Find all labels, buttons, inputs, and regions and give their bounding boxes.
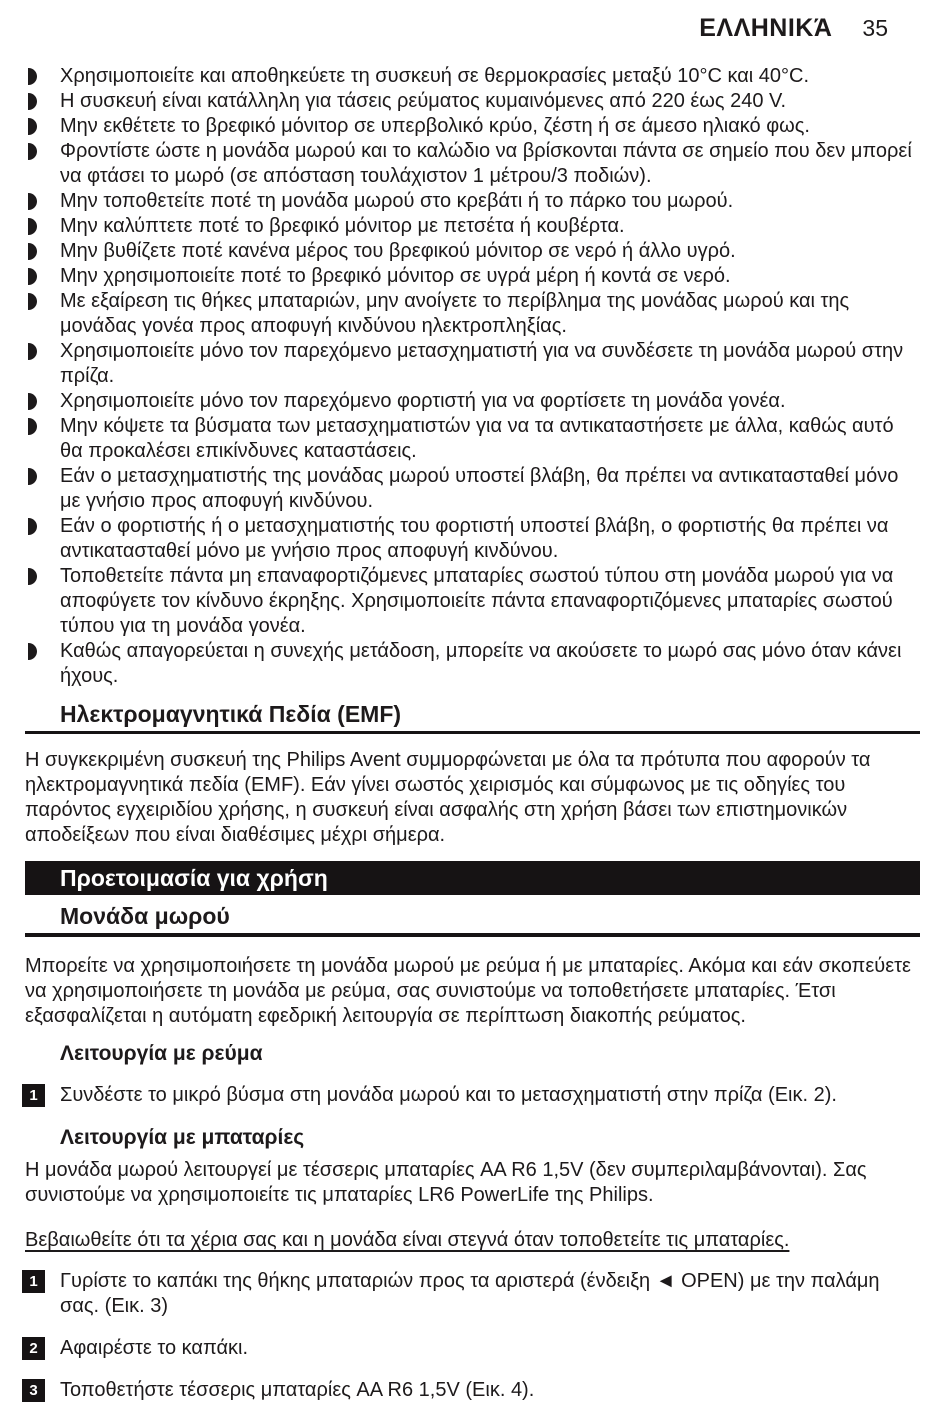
bullet-text: Εάν ο φορτιστής ή ο μετασχηματιστής του φορτιστή υποστεί βλάβη, ο φορτιστής θα πρέπει να αντικατασταθεί μόνο με γνήσιο προς αποφυγή κινδύνου. (60, 515, 889, 562)
bullet-text: Μην βυθίζετε ποτέ κανένα μέρος του βρεφικού μόνιτορ σε νερό ή άλλο υγρό. (60, 240, 736, 262)
step-text: Τοποθετήστε τέσσερις μπαταρίες AA R6 1,5V (Εικ. 4). (60, 1379, 535, 1401)
half-disc-bullet-icon (28, 518, 37, 535)
mains-step-1 (25, 1083, 920, 1108)
safety-bullet (25, 114, 920, 139)
baby-unit-paragraph: Μπορείτε να χρησιμοποιήσετε τη μονάδα μωρού με ρεύμα ή με μπαταρίες. Ακόμα και εάν σκοπεύετε να χρησιμοποιήσετε τη μονάδα με ρεύμα, σας συνιστούμε να τοποθετήσετε μπαταρίες. Έτσι εξασφαλίζεται η αυτόματη εφεδρική λειτουργία σε περίπτωση διακοπής ρεύματος. (25, 955, 911, 1027)
mains-operation-section (25, 1042, 920, 1108)
bullet-text: Μην κόψετε τα βύσματα των μετασχηματιστών για να τα αντικαταστήσετε με άλλα, καθώς αυτό θα προκαλέσει επικίνδυνες καταστάσεις. (60, 415, 894, 462)
half-disc-bullet-icon (28, 143, 37, 160)
battery-operation-section (25, 1126, 920, 1403)
safety-bullet (25, 464, 920, 514)
bullet-text: Καθώς απαγορεύεται η συνεχής μετάδοση, μπορείτε να ακούσετε το μωρό σας μόνο όταν κάνει ήχους. (60, 640, 902, 687)
safety-bullet (25, 514, 920, 564)
bullet-text: Μην εκθέτετε το βρεφικό μόνιτορ σε υπερβολικό κρύο, ζέστη ή σε άμεσο ηλιακό φως. (60, 115, 810, 137)
bullet-text: Μην τοποθετείτε ποτέ τη μονάδα μωρού στο κρεβάτι ή το πάρκο του μωρού. (60, 190, 734, 212)
safety-bullet (25, 289, 920, 339)
bullet-text: Χρησιμοποιείτε και αποθηκεύετε τη συσκευή σε θερμοκρασίες μεταξύ 10°C και 40°C. (60, 65, 810, 87)
baby-unit-section (25, 903, 920, 1029)
language-title: ΕΛΛΗΝΙΚΆ (699, 14, 833, 42)
half-disc-bullet-icon (28, 418, 37, 435)
bullet-text: Φροντίστε ώστε η μονάδα μωρού και το καλώδιο να βρίσκονται πάντα σε σημείο που δεν μπορεί να φτάσει το μωρό (σε απόσταση τουλάχιστον 1 μέτρου/3 ποδιών). (60, 140, 912, 187)
half-disc-bullet-icon (28, 243, 37, 260)
step-text: Γυρίστε το καπάκι της θήκης μπαταριών προς τα αριστερά (ένδειξη ◄ OPEN) με την παλάμη σας. (Εικ. 3) (60, 1270, 880, 1317)
safety-bullet (25, 389, 920, 414)
emf-heading: Ηλεκτρομαγνητικά Πεδία (EMF) (60, 701, 402, 727)
emf-section (25, 701, 920, 848)
bullet-text: Χρησιμοποιείτε μόνο τον παρεχόμενο φορτιστή για να φορτίσετε τη μονάδα γονέα. (60, 390, 786, 412)
step-number-badge: 1 (22, 1084, 45, 1107)
step-text: Συνδέστε το μικρό βύσμα στη μονάδα μωρού και το μετασχηματιστή στην πρίζα (Εικ. 2). (60, 1084, 837, 1106)
bullet-text: Με εξαίρεση τις θήκες μπαταριών, μην ανοίγετε το περίβλημα της μονάδας μωρού και της μονάδας γονέα προς αποφυγή κινδύνου ηλεκτροπληξίας. (60, 290, 850, 337)
step-number-badge: 3 (22, 1379, 45, 1402)
bullet-text: Τοποθετείτε πάντα μη επαναφορτιζόμενες μπαταρίες σωστού τύπου στη μονάδα μωρού για να αποφύγετε τον κίνδυνο έκρηξης. Χρησιμοποιείτε πάντα επαναφορτιζόμενες μπαταρίες σωστού τύπου για τη μονάδα γονέα. (60, 565, 894, 637)
half-disc-bullet-icon (28, 93, 37, 110)
step-number-badge: 1 (22, 1270, 45, 1293)
mains-heading: Λειτουργία με ρεύμα (60, 1042, 263, 1065)
battery-heading: Λειτουργία με μπαταρίες (60, 1126, 305, 1149)
bullet-text: Μην καλύπτετε ποτέ το βρεφικό μόνιτορ με πετσέτα ή κουβέρτα. (60, 215, 625, 237)
half-disc-bullet-icon (28, 293, 37, 310)
bullet-text: Εάν ο μετασχηματιστής της μονάδας μωρού υποστεί βλάβη, θα πρέπει να αντικατασταθεί μόνο με γνήσιο προς αποφυγή κινδύνου. (60, 465, 899, 512)
page-header (25, 14, 920, 44)
half-disc-bullet-icon (28, 118, 37, 135)
safety-bullet (25, 264, 920, 289)
half-disc-bullet-icon (28, 643, 37, 660)
bullet-text: Χρησιμοποιείτε μόνο τον παρεχόμενο μετασχηματιστή για να συνδέσετε τη μονάδα μωρού στην πρίζα. (60, 340, 904, 387)
safety-bullet (25, 189, 920, 214)
step-text: Αφαιρέστε το καπάκι. (60, 1337, 249, 1359)
battery-step-3 (25, 1378, 920, 1403)
safety-bullet (25, 214, 920, 239)
half-disc-bullet-icon (28, 193, 37, 210)
half-disc-bullet-icon (28, 393, 37, 410)
safety-bullet-list (25, 64, 920, 689)
baby-unit-heading-rule (25, 933, 920, 937)
half-disc-bullet-icon (28, 218, 37, 235)
safety-bullet (25, 564, 920, 639)
battery-step-1 (25, 1269, 920, 1319)
emf-paragraph: Η συγκεκριμένη συσκευή της Philips Avent συμμορφώνεται με όλα τα πρότυπα που αφορούν τα ηλεκτρομαγνητικά πεδία (EMF). Εάν γίνει σωστός χειρισμός και σύμφωνος με τις οδηγίες του παρόντος εγχειριδίου χρήσης, η συσκευή είναι ασφαλής στη χρήση βάσει των επιστημονικών αποδείξεων που είναι διαθέσιμες μέχρι σήμερα. (25, 749, 871, 846)
safety-bullet (25, 139, 920, 189)
safety-bullet (25, 339, 920, 389)
preparation-banner: Προετοιμασία για χρήση (25, 861, 920, 895)
safety-bullet (25, 414, 920, 464)
safety-bullet (25, 639, 920, 689)
emf-heading-rule (25, 731, 920, 734)
safety-bullet (25, 239, 920, 264)
safety-bullet (25, 89, 920, 114)
battery-paragraph: Η μονάδα μωρού λειτουργεί με τέσσερις μπαταρίες AA R6 1,5V (δεν συμπεριλαμβάνονται). Σας συνιστούμε να χρησιμοποιείτε τις μπαταρίες LR6 PowerLife της Philips. (25, 1159, 867, 1206)
dry-hands-note: Βεβαιωθείτε ότι τα χέρια σας και η μονάδα είναι στεγνά όταν τοποθετείτε τις μπαταρίες. (25, 1229, 790, 1251)
battery-step-2 (25, 1336, 920, 1361)
page-number: 35 (862, 15, 888, 41)
half-disc-bullet-icon (28, 568, 37, 585)
bullet-text: Η συσκευή είναι κατάλληλη για τάσεις ρεύματος κυμαινόμενες από 220 έως 240 V. (60, 90, 787, 112)
bullet-text: Μην χρησιμοποιείτε ποτέ το βρεφικό μόνιτορ σε υγρά μέρη ή κοντά σε νερό. (60, 265, 731, 287)
safety-bullet (25, 64, 920, 89)
half-disc-bullet-icon (28, 468, 37, 485)
half-disc-bullet-icon (28, 68, 37, 85)
half-disc-bullet-icon (28, 343, 37, 360)
half-disc-bullet-icon (28, 268, 37, 285)
baby-unit-heading: Μονάδα μωρού (60, 903, 230, 929)
step-number-badge: 2 (22, 1337, 45, 1360)
